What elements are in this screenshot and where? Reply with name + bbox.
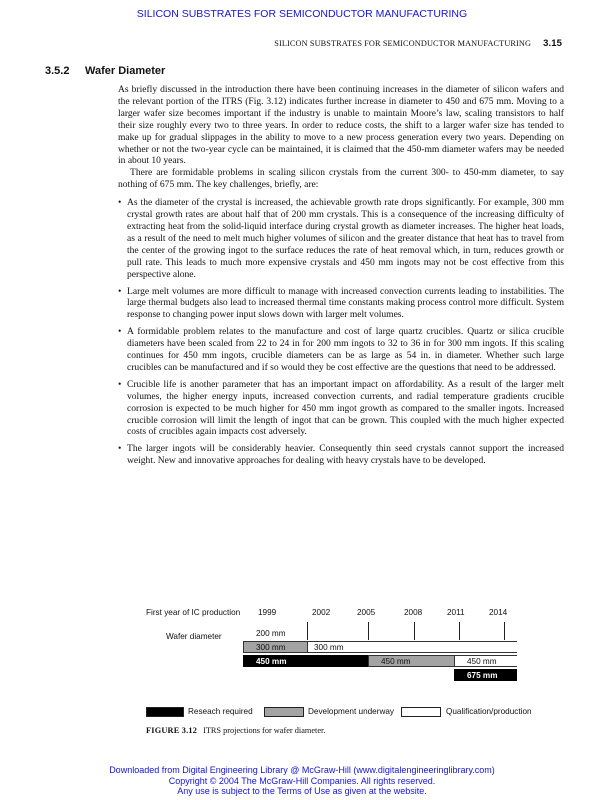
list-item: • A formidable problem relates to the manufacture and cost of large quartz crucibles. Quartz or silica crucible diameters have been scaled from 22 to 24 in for 200 mm ingots to 32 to 36 in for 300 mm ingots. If this scaling continues for 450 mm ingots, crucible diameters can be as large as 54 in. in diameter. Whether such large crucibles can be manufactured and if so would they be cost effective are the questions that need to be addressed. xyxy=(118,326,564,374)
year-tick xyxy=(459,622,460,640)
diameter-row-label: Wafer diameter xyxy=(166,632,222,641)
year-label: 1999 xyxy=(258,608,277,617)
legend-label-development: Development underway xyxy=(308,707,395,716)
challenge-list xyxy=(118,197,564,467)
bar-label-300mm-production: 300 mm xyxy=(314,643,344,652)
footer-line: Any use is subject to the Terms of Use as given at the website. xyxy=(177,786,427,796)
bar-label-675mm: 675 mm xyxy=(467,671,498,680)
running-head xyxy=(274,38,562,49)
footer-line: Copyright © 2004 The McGraw-Hill Companies. All rights reserved. xyxy=(168,775,436,786)
figure-caption xyxy=(146,726,325,735)
year-tick xyxy=(368,622,369,640)
download-footer xyxy=(0,765,604,797)
body-text xyxy=(118,84,564,472)
years-row-label: First year of IC production xyxy=(146,608,241,617)
bar-label-450mm-research: 450 mm xyxy=(256,657,287,666)
legend-label-research: Reseach required xyxy=(188,707,253,716)
figure-caption-label: FIGURE 3.12 xyxy=(146,726,198,735)
year-tick xyxy=(307,622,308,640)
section-title: Wafer Diameter xyxy=(85,65,166,77)
figure-caption-text: ITRS projections for wafer diameter. xyxy=(203,726,326,735)
bar-300mm-development xyxy=(243,641,308,653)
year-label: 2002 xyxy=(312,608,331,617)
list-item: • Crucible life is another parameter that has an important impact on affordability. As a result of the larger melt volumes, the higher energy inputs, increased convection currents, and radial temperature gradients crucible corrosion is expected to be much higher for 450 mm ingot growth as compared to the smaller ingots. Increased crucible corrosion will limit the length of ingot that can be grown. This coupled with the much higher expected costs of crucibles again impacts cost adversely. xyxy=(118,379,564,439)
year-label: 2008 xyxy=(404,608,423,617)
year-label: 2005 xyxy=(357,608,376,617)
page-number: 3.15 xyxy=(543,38,562,49)
section-number: 3.5.2 xyxy=(45,65,70,77)
bar-450mm-research xyxy=(243,655,369,667)
bar-label-450mm-production: 450 mm xyxy=(467,657,497,666)
bar-450mm-production xyxy=(454,655,517,667)
legend-swatch-research xyxy=(146,707,184,717)
running-head-title: SILICON SUBSTRATES FOR SEMICONDUCTOR MANUFACTURING xyxy=(274,39,532,48)
document-banner: SILICON SUBSTRATES FOR SEMICONDUCTOR MANUFACTURING xyxy=(136,8,468,20)
year-label: 2011 xyxy=(447,608,465,617)
paragraph: As briefly discussed in the introduction there have been continuing increases in the diameter of silicon wafers and the relevant portion of the ITRS (Fig. 3.12) indicates further increase in diameter to 450 and 675 mm. Moving to a larger wafer size becomes important if the industry is unable to maintain Moore’s law, scaling transistors to half their size roughly every two to three years. In order to reduce costs, the shift to a larger wafer size has tended to make up for gradual slippages in the ability to move to a new process generation every two years. Depending on whether or not the two-year cycle can be maintained, it is claimed that the 450-mm diameter wafers may be needed in about 10 years. xyxy=(118,84,564,167)
legend-swatch-production xyxy=(401,707,441,717)
footer-line: Downloaded from Digital Engineering Library @ McGraw-Hill (www.digitalengineeringlibrary.com) xyxy=(109,765,495,775)
bar-450mm-development xyxy=(368,655,455,667)
bar-300mm-production xyxy=(307,641,517,653)
year-tick xyxy=(504,622,505,640)
year-label: 2014 xyxy=(489,608,508,617)
bar-label-450mm-development: 450 mm xyxy=(381,657,411,666)
year-tick xyxy=(414,622,415,640)
section-heading xyxy=(45,65,165,77)
paragraph: There are formidable problems in scaling silicon crystals from the current 300- to 450-mm diameter, to say nothing of 675 mm. The key challenges, briefly, are: xyxy=(118,167,564,191)
bar-label-300mm-development: 300 mm xyxy=(256,643,286,652)
legend-swatch-development xyxy=(264,707,304,717)
list-item: • As the diameter of the crystal is increased, the achievable growth rate drops significantly. For example, 300 mm crystal growth rates are about half that of 200 mm crystals. This is a consequence of the increasing difficulty of extracting heat from the solid-liquid interface during crystal growth as diameter increases. The higher heat loads, as a result of the need to melt much higher volumes of silicon and the greater distance that heat has to travel from the center of the growing ingot to the surface reduces the rate of heat removal which, in turn, reduces growth or pull rate. This leads to much more expensive crystals and 450 mm ingots may not be cost effective from this perspective alone. xyxy=(118,197,564,280)
list-item: • Large melt volumes are more difficult to manage with increased convection currents leading to instabilities. The large thermal budgets also lead to increased thermal time constants making process control more difficult. System response to changing power input slows down with larger melt volumes. xyxy=(118,286,564,322)
bar-675mm-research xyxy=(454,669,517,681)
list-item: • The larger ingots will be considerably heavier. Consequently thin seed crystals cannot support the increased weight. New and innovative approaches for dealing with heavy crystals have to be developed. xyxy=(118,443,564,467)
bar-label-200mm: 200 mm xyxy=(256,629,286,638)
legend-label-production: Qualification/production xyxy=(446,707,532,716)
